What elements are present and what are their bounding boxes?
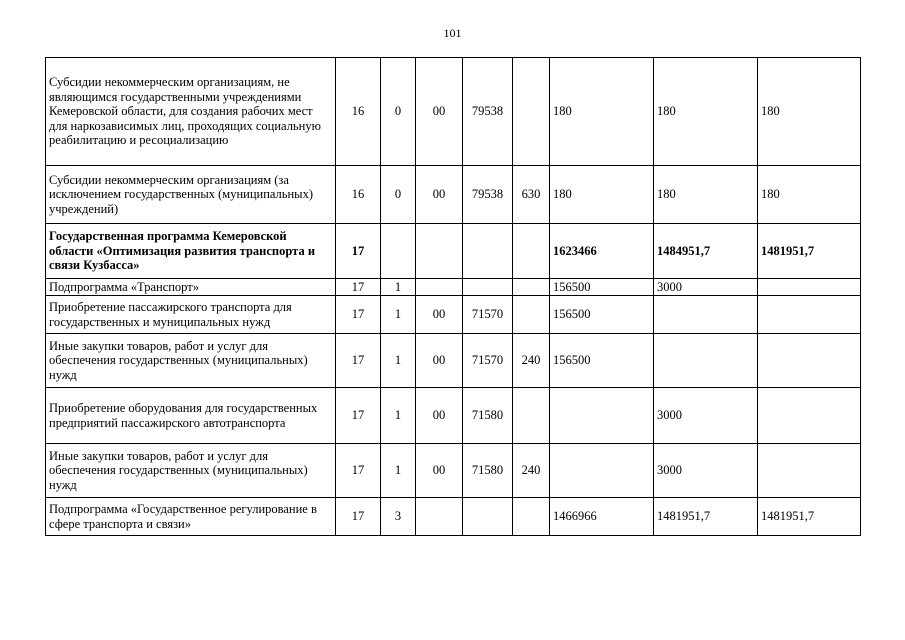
- row-name: Подпрограмма «Транспорт»: [46, 279, 336, 296]
- value-year-2: 180: [654, 58, 758, 166]
- program-code: 17: [336, 334, 381, 388]
- direction-code: 00: [416, 444, 463, 498]
- expense-type: [513, 296, 550, 334]
- value-year-1: 156500: [550, 296, 654, 334]
- direction-code: [416, 224, 463, 279]
- expense-type: 240: [513, 444, 550, 498]
- row-name: Субсидии некоммерческим организациям (за исключением государственных (муниципальных) учреждений): [46, 166, 336, 224]
- direction-code: 00: [416, 388, 463, 444]
- value-year-2: 1484951,7: [654, 224, 758, 279]
- value-year-3: 1481951,7: [758, 224, 861, 279]
- subprogram-code: 1: [381, 279, 416, 296]
- program-code: 17: [336, 444, 381, 498]
- program-code: 17: [336, 279, 381, 296]
- subprogram-code: 0: [381, 166, 416, 224]
- value-year-2: 3000: [654, 279, 758, 296]
- subprogram-code: [381, 224, 416, 279]
- row-name: Приобретение пассажирского транспорта для государственных и муниципальных нужд: [46, 296, 336, 334]
- value-year-3: 1481951,7: [758, 498, 861, 536]
- program-code: 17: [336, 296, 381, 334]
- expense-code: [463, 498, 513, 536]
- value-year-2: 3000: [654, 444, 758, 498]
- value-year-1: 1466966: [550, 498, 654, 536]
- subprogram-code: 1: [381, 296, 416, 334]
- value-year-3: [758, 296, 861, 334]
- subprogram-code: 1: [381, 444, 416, 498]
- table-row: [46, 58, 861, 166]
- expense-code: 71570: [463, 296, 513, 334]
- direction-code: 00: [416, 58, 463, 166]
- value-year-1: 180: [550, 166, 654, 224]
- program-code: 16: [336, 58, 381, 166]
- expense-type: [513, 224, 550, 279]
- value-year-2: 1481951,7: [654, 498, 758, 536]
- value-year-3: 180: [758, 58, 861, 166]
- table-row: [46, 388, 861, 444]
- direction-code: 00: [416, 166, 463, 224]
- value-year-1: 156500: [550, 279, 654, 296]
- value-year-2: 180: [654, 166, 758, 224]
- expense-code: [463, 224, 513, 279]
- table-row: [46, 224, 861, 279]
- subprogram-code: 1: [381, 334, 416, 388]
- direction-code: 00: [416, 296, 463, 334]
- value-year-2: 3000: [654, 388, 758, 444]
- value-year-1: [550, 444, 654, 498]
- expense-code: 71570: [463, 334, 513, 388]
- value-year-2: [654, 296, 758, 334]
- value-year-3: 180: [758, 166, 861, 224]
- table-row: [46, 444, 861, 498]
- row-name: Субсидии некоммерческим организациям, не являющимся государственными учреждениями Кемеровской области, для создания рабочих мест для наркозависимых лиц, проходящих социальную реабилитацию и ресоциализацию: [46, 58, 336, 166]
- expense-type: [513, 58, 550, 166]
- table-row: [46, 498, 861, 536]
- value-year-3: [758, 388, 861, 444]
- subprogram-code: 3: [381, 498, 416, 536]
- value-year-3: [758, 279, 861, 296]
- value-year-2: [654, 334, 758, 388]
- table-row: [46, 166, 861, 224]
- row-name: Государственная программа Кемеровской области «Оптимизация развития транспорта и связи Кузбасса»: [46, 224, 336, 279]
- subprogram-code: 0: [381, 58, 416, 166]
- expense-code: 71580: [463, 388, 513, 444]
- row-name: Приобретение оборудования для государственных предприятий пассажирского автотранспорта: [46, 388, 336, 444]
- table-row: [46, 279, 861, 296]
- program-code: 16: [336, 166, 381, 224]
- direction-code: [416, 498, 463, 536]
- program-code: 17: [336, 388, 381, 444]
- expense-type: [513, 279, 550, 296]
- table-row: [46, 296, 861, 334]
- expense-code: 71580: [463, 444, 513, 498]
- value-year-3: [758, 334, 861, 388]
- expense-code: [463, 279, 513, 296]
- value-year-1: [550, 388, 654, 444]
- row-name: Иные закупки товаров, работ и услуг для обеспечения государственных (муниципальных) нужд: [46, 334, 336, 388]
- direction-code: [416, 279, 463, 296]
- subprogram-code: 1: [381, 388, 416, 444]
- value-year-1: 1623466: [550, 224, 654, 279]
- expense-type: 630: [513, 166, 550, 224]
- value-year-1: 156500: [550, 334, 654, 388]
- expense-type: 240: [513, 334, 550, 388]
- program-code: 17: [336, 498, 381, 536]
- expense-type: [513, 388, 550, 444]
- table-row: [46, 334, 861, 388]
- page-number: 101: [443, 26, 462, 40]
- expense-code: 79538: [463, 166, 513, 224]
- row-name: Подпрограмма «Государственное регулирование в сфере транспорта и связи»: [46, 498, 336, 536]
- direction-code: 00: [416, 334, 463, 388]
- expense-type: [513, 498, 550, 536]
- row-name: Иные закупки товаров, работ и услуг для обеспечения государственных (муниципальных) нужд: [46, 444, 336, 498]
- budget-table: [45, 57, 861, 536]
- value-year-3: [758, 444, 861, 498]
- program-code: 17: [336, 224, 381, 279]
- value-year-1: 180: [550, 58, 654, 166]
- expense-code: 79538: [463, 58, 513, 166]
